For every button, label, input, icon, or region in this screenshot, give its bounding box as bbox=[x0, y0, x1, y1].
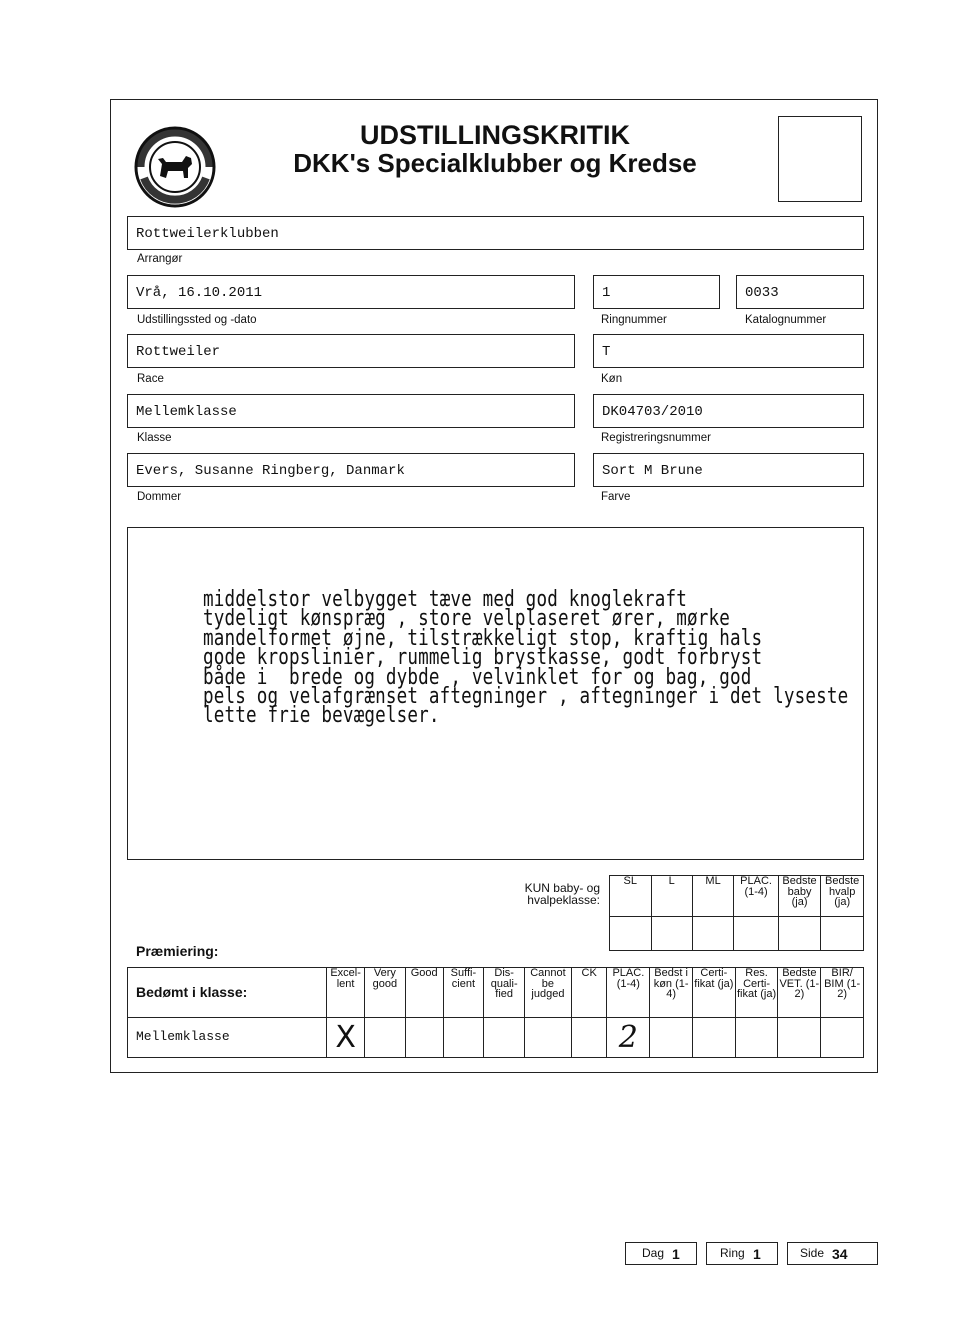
baby-col-plac: PLAC. (1-4) bbox=[734, 876, 778, 917]
dommer-label: Dommer bbox=[137, 491, 182, 503]
class-cell[interactable]: Mellemklasse bbox=[128, 1018, 327, 1058]
baby-cell[interactable] bbox=[821, 917, 864, 951]
baby-table bbox=[609, 875, 864, 951]
sted-field[interactable]: Vrå, 16.10.2011 bbox=[127, 275, 575, 309]
farve-field[interactable]: Sort M Brune bbox=[593, 453, 864, 487]
premiering-cell[interactable] bbox=[778, 1018, 821, 1058]
katalog-label: Katalognummer bbox=[745, 314, 827, 326]
premiering-cell[interactable] bbox=[650, 1018, 693, 1058]
ring-footer-label: Ring bbox=[720, 1246, 745, 1260]
premiering-cell[interactable] bbox=[735, 1018, 778, 1058]
baby-col-l: L bbox=[651, 876, 692, 917]
katalog-field[interactable]: 0033 bbox=[736, 275, 864, 309]
col-very-good: Very good bbox=[365, 968, 406, 1018]
placement-mark[interactable]: 2 bbox=[607, 1018, 650, 1058]
dag-label: Dag bbox=[642, 1246, 665, 1260]
baby-col-bedste-hvalp: Bedste hvalp (ja) bbox=[821, 876, 864, 917]
col-res-certifikat: Res. Certi- fikat (ja) bbox=[735, 968, 778, 1018]
col-plac: PLAC. (1-4) bbox=[607, 968, 650, 1018]
excellent-mark[interactable]: X bbox=[327, 1018, 365, 1058]
premiering-cell[interactable] bbox=[571, 1018, 607, 1058]
reg-label: Registreringsnummer bbox=[601, 432, 711, 444]
baby-col-ml: ML bbox=[692, 876, 734, 917]
side-label: Side bbox=[800, 1246, 825, 1260]
col-excellent: Excel- lent bbox=[327, 968, 365, 1018]
baby-cell[interactable] bbox=[692, 917, 734, 951]
premiering-cell[interactable] bbox=[405, 1018, 443, 1058]
col-certifikat: Certi- fikat (ja) bbox=[692, 968, 735, 1018]
premiering-cell[interactable] bbox=[525, 1018, 572, 1058]
form-subtitle: DKK's Specialklubber og Kredse bbox=[293, 148, 697, 178]
baby-label: KUN baby- og hvalpeklasse: bbox=[524, 881, 600, 907]
col-sufficient: Suffi- cient bbox=[443, 968, 484, 1018]
dag-value: 1 bbox=[672, 1246, 680, 1262]
premiering-cell[interactable] bbox=[484, 1018, 525, 1058]
col-cannot-be-judged: Cannot be judged bbox=[525, 968, 572, 1018]
reg-field[interactable]: DK04703/2010 bbox=[593, 394, 864, 428]
baby-cell[interactable] bbox=[651, 917, 692, 951]
baby-col-sl: SL bbox=[610, 876, 652, 917]
baby-cell[interactable] bbox=[778, 917, 821, 951]
baby-cell[interactable] bbox=[610, 917, 652, 951]
col-bir-bim: BIR/ BIM (1-2) bbox=[821, 968, 864, 1018]
race-label: Race bbox=[137, 373, 164, 385]
klasse-label: Klasse bbox=[137, 432, 172, 444]
premiering-cell[interactable] bbox=[443, 1018, 484, 1058]
kon-field[interactable]: T bbox=[593, 334, 864, 368]
premiering-cell[interactable] bbox=[365, 1018, 406, 1058]
ring-label: Ringnummer bbox=[601, 314, 667, 326]
col-disqualified: Dis- quali- fied bbox=[484, 968, 525, 1018]
premiering-cell[interactable] bbox=[692, 1018, 735, 1058]
kon-label: Køn bbox=[601, 373, 623, 385]
stamp-box bbox=[778, 116, 862, 202]
col-ck: CK bbox=[571, 968, 607, 1018]
ring-footer-value: 1 bbox=[753, 1246, 761, 1262]
dommer-field[interactable]: Evers, Susanne Ringberg, Danmark bbox=[127, 453, 575, 487]
farve-label: Farve bbox=[601, 491, 631, 503]
dag-box bbox=[625, 1242, 697, 1265]
premiering-label: Præmiering: bbox=[136, 943, 219, 959]
dkk-logo-icon bbox=[134, 126, 216, 208]
side-value: 34 bbox=[832, 1246, 848, 1262]
baby-cell[interactable] bbox=[734, 917, 778, 951]
bedomt-label: Bedømt i klasse: bbox=[128, 968, 327, 1018]
premiering-cell[interactable] bbox=[821, 1018, 864, 1058]
arrangor-label: Arrangør bbox=[137, 253, 183, 265]
arrangor-field[interactable]: Rottweilerklubben bbox=[127, 216, 864, 250]
col-bedste-vet: Bedste VET. (1-2) bbox=[778, 968, 821, 1018]
critique-text[interactable]: middelstor velbygget tæve med god knoglekraft tydeligt kønspræg , store velplaseret ører, mørke mandelformet øjne, tilstrækkeligt stop, kraftig hals gode kropslinier, rummelig brystkasse, godt forbryst både i brede og dybde , velvinklet for og bag, god pels og velafgrænset aftegninger , aftegninger i det lyseste lette frie bevægelser. bbox=[203, 587, 849, 729]
col-bedst-i-kon: Bedst i køn (1-4) bbox=[650, 968, 693, 1018]
form-title: UDSTILLINGSKRITIK bbox=[360, 120, 630, 150]
race-field[interactable]: Rottweiler bbox=[127, 334, 575, 368]
col-good: Good bbox=[405, 968, 443, 1018]
premiering-table bbox=[127, 967, 864, 1058]
ring-field[interactable]: 1 bbox=[593, 275, 720, 309]
sted-label: Udstillingssted og -dato bbox=[137, 314, 257, 326]
ring-box bbox=[706, 1242, 778, 1265]
klasse-field[interactable]: Mellemklasse bbox=[127, 394, 575, 428]
side-box bbox=[787, 1242, 878, 1265]
baby-col-bedste-baby: Bedste baby (ja) bbox=[778, 876, 821, 917]
